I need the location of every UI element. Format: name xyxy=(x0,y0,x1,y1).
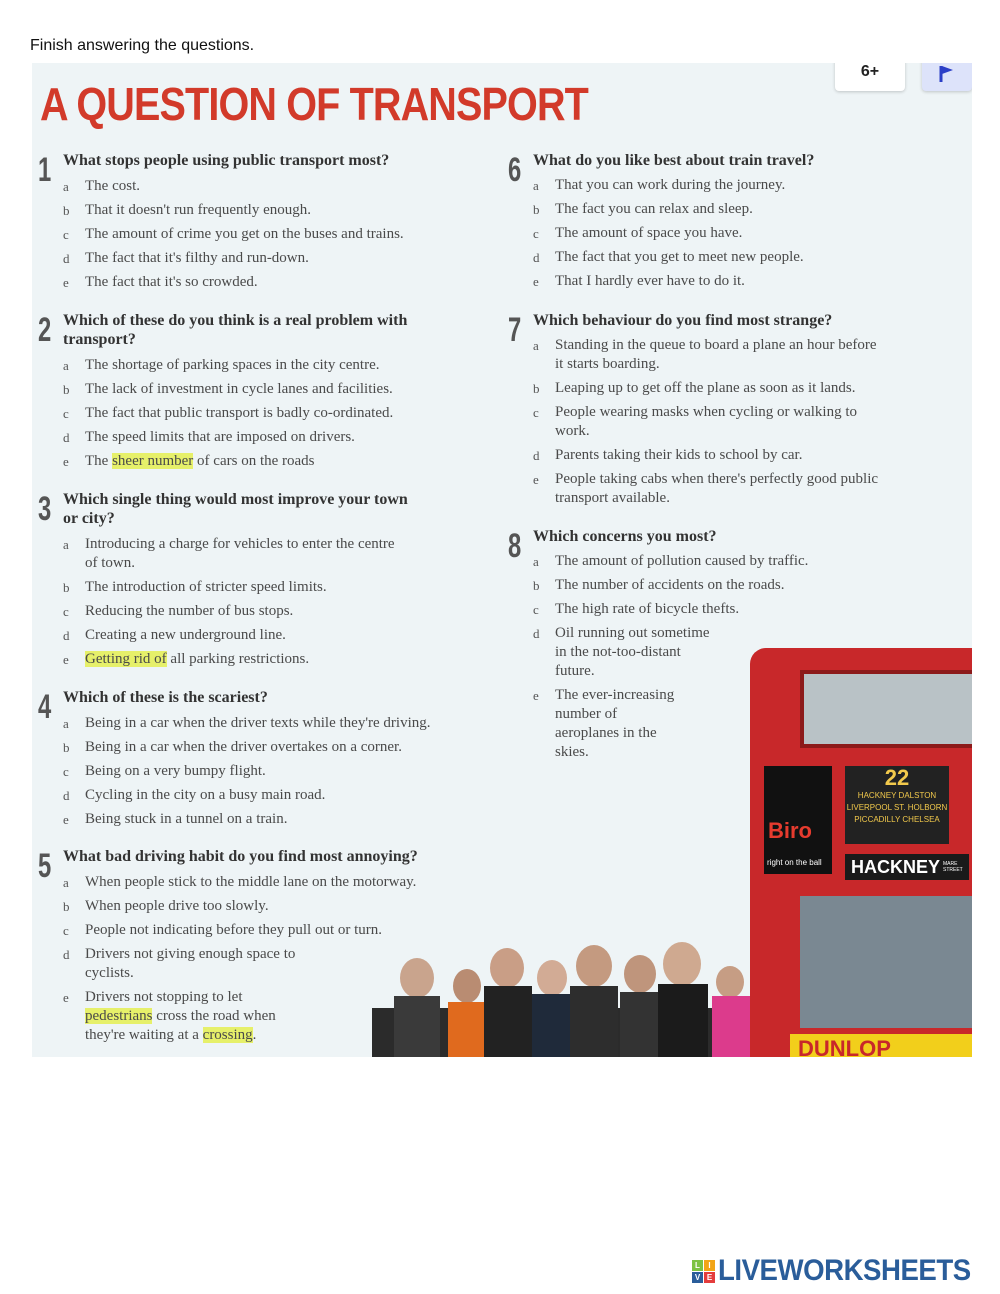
option-a[interactable]: a Standing in the queue to board a plane an hour before it starts boarding. xyxy=(533,337,877,372)
option-b[interactable]: b The introduction of stricter speed limits. xyxy=(63,579,327,595)
flag-button[interactable] xyxy=(922,63,972,91)
question-number: 7 xyxy=(508,311,522,349)
question-number: 5 xyxy=(38,847,52,885)
question-text: Which concerns you most? xyxy=(533,528,717,545)
level-badge-button[interactable] xyxy=(835,63,905,91)
question-number: 8 xyxy=(508,527,522,565)
option-c[interactable]: c People not indicating before they pull out or turn. xyxy=(63,922,383,938)
option-e[interactable]: e Being stuck in a tunnel on a train. xyxy=(63,811,288,827)
question-5 xyxy=(38,849,508,1049)
destination-text: HACKNEY xyxy=(851,856,941,877)
question-number: 4 xyxy=(38,688,52,726)
option-e[interactable]: e The sheer number of cars on the roads xyxy=(63,453,315,469)
option-a[interactable]: a Being in a car when the driver texts while they're driving. xyxy=(63,715,431,731)
option-d[interactable]: d The speed limits that are imposed on drivers. xyxy=(63,429,355,445)
option-b[interactable]: b Leaping up to get off the plane as soon as it lands. xyxy=(533,380,856,396)
question-number: 3 xyxy=(38,490,52,528)
flag-icon xyxy=(937,64,957,84)
option-c[interactable]: c The amount of space you have. xyxy=(533,225,743,241)
option-b[interactable]: b The fact you can relax and sleep. xyxy=(533,201,753,217)
option-d[interactable]: d Creating a new underground line. xyxy=(63,627,286,643)
option-c[interactable]: c The amount of crime you get on the buses and trains. xyxy=(63,226,404,242)
destination-small: MARE STREET xyxy=(943,861,963,873)
option-c[interactable]: c The high rate of bicycle thefts. xyxy=(533,601,740,617)
question-number: 6 xyxy=(508,151,522,189)
option-d[interactable]: d Parents taking their kids to school by car. xyxy=(533,447,803,463)
highlighted-phrase: pedestrians xyxy=(85,1008,153,1024)
option-b[interactable]: b That it doesn't run frequently enough. xyxy=(63,202,311,218)
option-d[interactable]: d The fact that you get to meet new people. xyxy=(533,249,804,265)
option-c[interactable]: c People wearing masks when cycling or walking to work. xyxy=(533,404,858,439)
option-e[interactable]: e That I hardly ever have to do it. xyxy=(533,273,745,289)
option-a[interactable]: a The cost. xyxy=(63,178,140,194)
option-d[interactable]: d Drivers not giving enough space to cyclists. xyxy=(63,946,296,981)
option-e[interactable]: e Getting rid of all parking restrictions. xyxy=(63,651,310,667)
highlighted-phrase: crossing xyxy=(202,1027,253,1043)
option-c[interactable]: c Reducing the number of bus stops. xyxy=(63,603,294,619)
bus-bottom-strip xyxy=(790,1034,972,1057)
option-e[interactable]: e People taking cabs when there's perfectly good public transport available. xyxy=(533,471,879,506)
bus-upper-window xyxy=(800,670,972,748)
question-number: 1 xyxy=(38,151,52,189)
option-b[interactable]: b The number of accidents on the roads. xyxy=(533,577,785,593)
question-1 xyxy=(38,153,498,293)
option-d[interactable]: d Cycling in the city on a busy main road. xyxy=(63,787,326,803)
bottom-sign-text: DUNLOP xyxy=(798,1036,891,1057)
question-6 xyxy=(508,153,968,293)
question-text: Which of these do you think is a real problem with transport? xyxy=(63,312,408,348)
route-line-1: HACKNEY DALSTON xyxy=(857,791,937,800)
question-2 xyxy=(38,313,498,473)
question-text: What do you like best about train travel? xyxy=(533,152,815,169)
option-e[interactable]: e The ever-increasing number of aeroplanes in the skies. xyxy=(533,687,675,760)
liveworksheets-logo[interactable] xyxy=(692,1254,993,1288)
instruction-text: Finish answering the questions. xyxy=(30,37,255,54)
option-b[interactable]: b Being in a car when the driver overtakes on a corner. xyxy=(63,739,402,755)
option-e[interactable]: e The fact that it's so crowded. xyxy=(63,274,258,290)
option-e[interactable]: e Drivers not stopping to let pedestrians cross the road when they're waiting at a crossing. xyxy=(63,989,276,1043)
bus-lower-window xyxy=(800,896,972,1028)
highlighted-phrase: Getting rid of xyxy=(85,651,167,667)
worksheet-image xyxy=(32,63,972,1057)
question-8 xyxy=(508,529,808,769)
option-a[interactable]: a The shortage of parking spaces in the city centre. xyxy=(63,357,380,373)
option-b[interactable]: b When people drive too slowly. xyxy=(63,898,269,914)
question-text: What bad driving habit do you find most annoying? xyxy=(63,848,418,865)
question-text: Which behaviour do you find most strange? xyxy=(533,312,833,329)
question-3 xyxy=(38,492,498,672)
logo-badge-icon: L I V E xyxy=(692,1260,715,1283)
option-c[interactable]: c The fact that public transport is badly co-ordinated. xyxy=(63,405,394,421)
question-text: Which of these is the scariest? xyxy=(63,689,268,706)
option-b[interactable]: b The lack of investment in cycle lanes and facilities. xyxy=(63,381,393,397)
option-d[interactable]: d Oil running out sometime in the not-too-distant future. xyxy=(533,625,710,679)
level-badge-label: 6+ xyxy=(860,63,880,80)
option-c[interactable]: c Being on a very bumpy flight. xyxy=(63,763,266,779)
option-d[interactable]: d The fact that it's filthy and run-down. xyxy=(63,250,309,266)
highlighted-phrase: sheer number xyxy=(112,453,194,469)
ad-tagline: right on the ball xyxy=(767,858,822,867)
destination-sign xyxy=(845,854,969,880)
option-a[interactable]: a Introducing a charge for vehicles to enter the centre of town. xyxy=(63,536,395,571)
option-a[interactable]: a When people stick to the middle lane on the motorway. xyxy=(63,874,417,890)
question-7 xyxy=(508,313,968,513)
worksheet-title: A QUESTION OF TRANSPORT xyxy=(40,78,588,130)
route-number: 22 xyxy=(884,765,910,790)
question-text: What stops people using public transport most? xyxy=(63,152,390,169)
logo-text: LIVEWORKSHEETS xyxy=(718,1254,971,1287)
route-sign xyxy=(845,766,949,844)
option-a[interactable]: a The amount of pollution caused by traffic. xyxy=(533,553,809,569)
route-line-3: PICCADILLY CHELSEA xyxy=(854,815,940,824)
route-line-2: LIVERPOOL ST. HOLBORN xyxy=(846,803,948,812)
question-number: 2 xyxy=(38,311,52,349)
ad-brand: Biro xyxy=(768,818,812,843)
question-text: Which single thing would most improve your town or city? xyxy=(63,491,408,527)
biro-ad xyxy=(764,766,832,874)
option-a[interactable]: a That you can work during the journey. xyxy=(533,177,786,193)
